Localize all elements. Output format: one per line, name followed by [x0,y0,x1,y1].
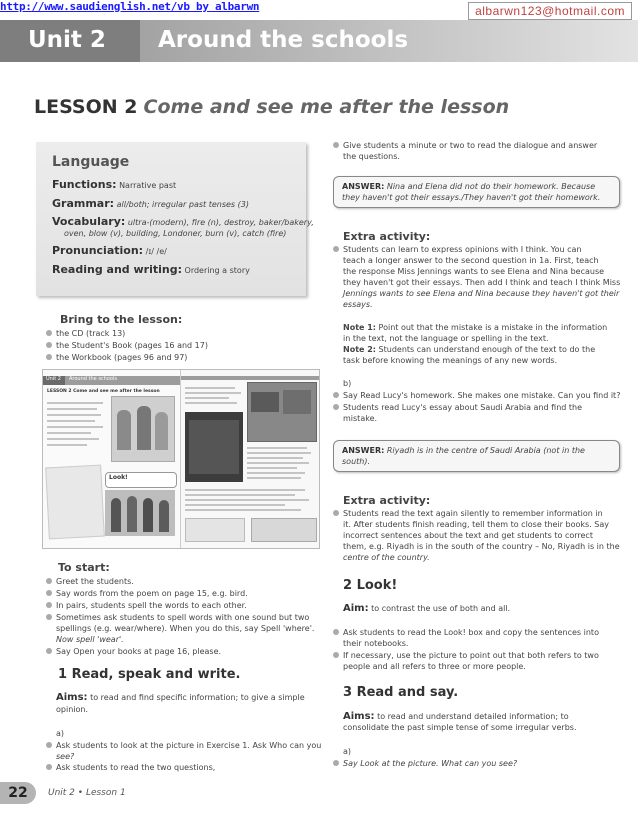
thumbnail-unit: Unit 2 [46,376,61,382]
list-item: Students read Lucy's essay about Saudi Arabia and find the [333,402,582,413]
exercise-1-aims: Aims: to read and find specific information; to give a simple [56,692,305,703]
lesson-label: LESSON 2 [34,96,138,118]
list-item-continued: see? [56,752,75,761]
answer-box-1: ANSWER: Nina and Elena did not do their homework. Because they haven't got their essays./They haven't got their homework. [333,176,620,208]
list-item: Say Read Lucy's homework. She makes one mistake. Can you find it? [333,390,620,401]
watermark-url[interactable]: http://www.saudienglish.net/vb by albarwn [0,0,260,13]
list-item-continued: spellings (e.g. wear/where). When you do this, say Spell 'where'. [56,624,315,633]
lesson-title: Come and see me after the lesson [143,96,510,118]
reading-writing-line: Reading and writing: Ordering a story [52,263,250,276]
unit-number: Unit 2 [28,27,106,53]
exercise-3-aims-continued: consolidate the past simple tense of some irregular verbs. [343,723,577,732]
extra-activity-2-heading: Extra activity: [343,494,431,507]
list-item-continued: essays. [343,300,373,309]
list-item: If necessary, use the picture to point out that both refers to two [333,650,599,661]
unit-title: Around the schools [158,27,409,53]
note-2-continued: task before knowing the meanings of any new words. [343,356,558,365]
look-aims: Aim: to contrast the use of both and all. [343,603,511,614]
list-item: the CD (track 13) [46,328,125,339]
thumbnail-lesson-title: LESSON 2 Come and see me after the lesson [47,389,160,394]
bring-heading: Bring to the lesson: [60,313,183,326]
functions-line: Functions: Narrative past [52,178,177,191]
list-item-continued: people and all refers to three or more people. [343,662,526,671]
thumbnail-unit-title: Around the schools [69,376,117,382]
thumbnail-left-page [43,370,181,548]
exercise-1-aims-continued: opinion. [56,705,88,714]
exercise-1-heading: 1 Read, speak and write. [58,667,241,682]
thumbnail-right-page [181,370,319,548]
list-item-continued: they haven't got their essays. Then add I think and teach I think Miss [343,278,621,287]
page-number: 22 [0,782,36,804]
grammar-line: Grammar: all/both; irregular past tenses (3) [52,197,249,210]
vocabulary-line: Vocabulary: ultra-(modern), fire (n), destroy, baker/bakery, [52,215,314,228]
list-item: Students read the text again silently to remember information in [333,508,603,519]
list-item-continued: centre of the country. [343,553,430,562]
students-book-thumbnail [42,369,320,549]
list-item: Say Look at the picture. What can you see? [333,758,517,769]
list-item-continued: incorrect sentences about the text and get students to correct [343,531,593,540]
exercise-1-part-a: a) [56,729,65,738]
list-item: In pairs, students spell the words to each other. [46,600,247,611]
list-item: Sometimes ask students to spell words with one sound but two [46,612,309,623]
part-b-label: b) [343,379,352,388]
list-item: Greet the students. [46,576,134,587]
exercise-3-part-a: a) [343,747,352,756]
footer-text: Unit 2 • Lesson 1 [48,788,126,798]
watermark-email: albarwn123@hotmail.com [468,2,632,20]
list-item-continued: teach a longer answer to the second question in 1a. First, teach [343,256,599,265]
list-item: Give students a minute or two to read the dialogue and answer [333,140,597,151]
list-item-continued: mistake. [343,414,378,423]
note-1: Note 1: Point out that the mistake is a mistake in the information [343,323,608,332]
note-1-continued: in the text, not the language or spelling in the text. [343,334,549,343]
to-start-heading: To start: [58,561,110,574]
extra-activity-1-heading: Extra activity: [343,230,431,243]
list-item: Ask students to read the Look! box and copy the sentences into [333,627,599,638]
exercise-3-aims: Aims: to read and understand detailed information; to [343,711,569,722]
list-item: Ask students to look at the picture in Exercise 1. Ask Who can you [46,740,321,751]
list-item-continued: the response Miss Jennings wants to see Elena and Nina because [343,267,605,276]
thumbnail-look-label: Look! [109,474,128,481]
list-item: Students can learn to express opinions with I think. You can [333,244,582,255]
language-heading: Language [52,154,130,170]
list-item: the Workbook (pages 96 and 97) [46,352,187,363]
list-item-continued: it. After students finish reading, tell them to close their books. Say [343,520,609,529]
note-2: Note 2: Students can understand enough of the text to do the [343,345,596,354]
vocabulary-line-2: oven, blow (v), building, Londoner, burn (v), catch (fire) [64,229,287,238]
look-heading: 2 Look! [343,578,398,593]
list-item: Say words from the poem on page 15, e.g. bird. [46,588,248,599]
list-item-continued: Now spell 'wear'. [56,635,124,644]
list-item: the Student's Book (pages 16 and 17) [46,340,208,351]
list-item-continued: the questions. [343,152,400,161]
answer-box-2: ANSWER: Riyadh is in the centre of Saudi Arabia (not in the south). [333,440,620,472]
lesson-heading [34,96,509,118]
list-item: Say Open your books at page 16, please. [46,646,221,657]
list-item: Ask students to read the two questions, [46,762,215,773]
list-item-continued: them, e.g. Riyadh is in the south of the country – No, Riyadh is in the [343,542,620,551]
pronunciation-line: Pronunciation: /ɪ/ /e/ [52,244,167,257]
list-item-continued: Jennings wants to see Elena and Nina because they haven't got their [343,289,620,298]
list-item-continued: their notebooks. [343,639,409,648]
exercise-3-heading: 3 Read and say. [343,685,459,700]
